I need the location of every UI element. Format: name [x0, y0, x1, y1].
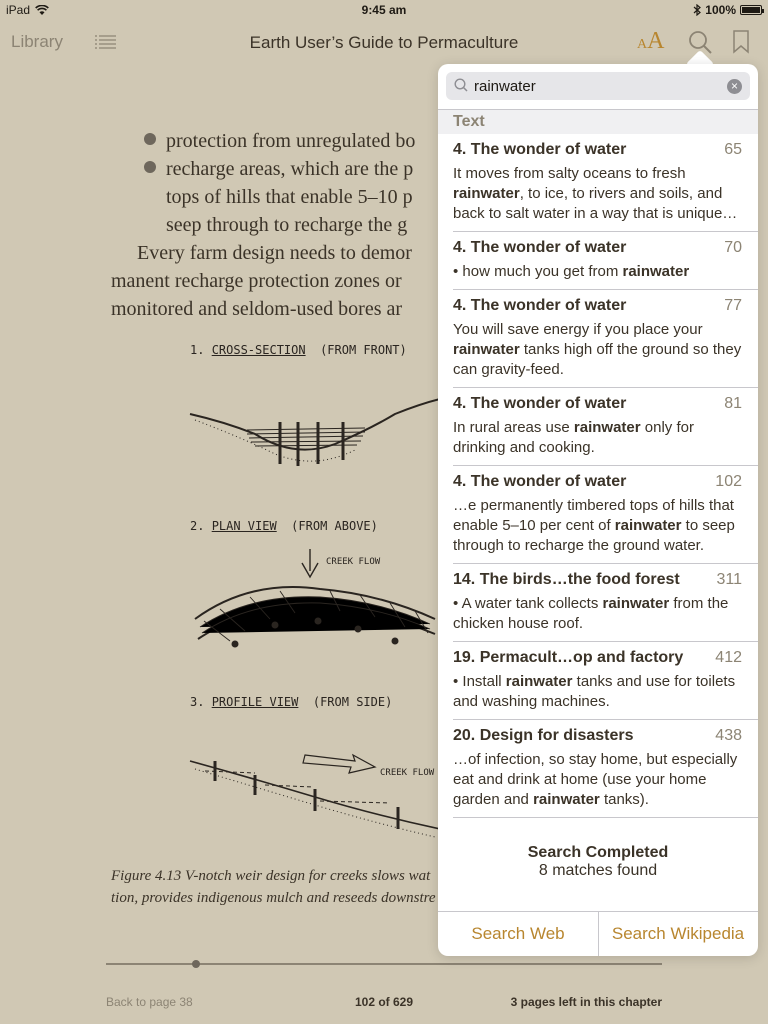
paragraph-line: monitored and seldom-used bores ar	[111, 298, 403, 320]
search-result-row[interactable]	[438, 564, 758, 642]
result-match-highlight: rainwater	[602, 595, 670, 612]
search-web-button[interactable]: Search Web	[438, 912, 599, 956]
magnifier-icon	[454, 78, 468, 97]
result-snippet-text: tanks high off the ground so they can gravity-feed.	[453, 341, 742, 378]
result-page-number: 70	[724, 239, 742, 256]
battery-percent: 100%	[705, 3, 736, 17]
bullet-dot	[144, 161, 156, 173]
device-label: iPad	[6, 3, 31, 17]
result-match-highlight: rainwater	[453, 185, 520, 202]
search-wikipedia-button[interactable]: Search Wikipedia	[611, 924, 745, 943]
creek-flow-label: CREEK FLOW	[380, 768, 435, 778]
label-sub: (FROM FRONT)	[320, 343, 407, 357]
creek-flow-label: CREEK FLOW	[326, 557, 381, 567]
figure-label-plan-view	[190, 519, 378, 533]
summary-title: Search Completed	[527, 844, 669, 861]
result-snippet	[453, 750, 748, 810]
font-big-glyph: A	[647, 28, 665, 54]
profile-view-drawing	[185, 749, 440, 839]
result-chapter-title: 4. The wonder of water	[453, 395, 627, 412]
bookmark-icon[interactable]	[733, 30, 749, 59]
result-snippet	[453, 320, 748, 380]
search-result-row[interactable]	[438, 388, 758, 466]
caption-line: tion, provides indigenous mulch and reseeds downstre	[111, 890, 436, 906]
result-match-highlight: rainwater	[453, 341, 520, 358]
result-snippet-text: • Install	[453, 673, 506, 690]
result-snippet	[453, 672, 748, 712]
result-page-number: 77	[724, 297, 742, 314]
paragraph-line: Every farm design needs to demor	[137, 242, 412, 264]
summary-count: 8 matches found	[538, 862, 658, 879]
label-title: PROFILE VIEW	[211, 695, 299, 709]
result-match-highlight: rainwater	[573, 419, 641, 436]
search-popover	[438, 64, 758, 956]
result-snippet-text: tanks and use for toilets and washing machines.	[453, 673, 736, 710]
result-snippet-text: • A water tank collects	[453, 595, 603, 612]
toolbar	[0, 20, 768, 64]
results-section-header	[438, 109, 758, 134]
result-match-highlight: rainwater	[505, 673, 573, 690]
result-match-highlight: rainwater	[622, 263, 690, 280]
result-chapter-title: 4. The wonder of water	[453, 239, 627, 256]
bullet-dot	[144, 133, 156, 145]
result-snippet	[453, 164, 748, 224]
result-snippet-text: from the chicken house roof.	[453, 595, 729, 632]
figure-label-cross-section	[190, 343, 407, 357]
search-result-row[interactable]	[438, 134, 758, 232]
result-chapter-title: 20. Design for disasters	[453, 727, 634, 744]
search-result-row[interactable]	[438, 232, 758, 290]
status-bar	[0, 0, 768, 20]
page-scrubber[interactable]	[106, 963, 662, 965]
result-snippet-text: to seep through to recharge the ground water.	[453, 517, 735, 554]
result-snippet-text: It moves from salty oceans to fresh	[453, 165, 686, 182]
label-sub: (FROM ABOVE)	[291, 519, 378, 533]
paragraph-line: manent recharge protection zones or	[111, 270, 402, 292]
result-snippet	[453, 262, 748, 282]
result-snippet-text: • how much you get from	[453, 263, 623, 280]
search-result-row[interactable]	[438, 466, 758, 564]
result-snippet-text: …of infection, so stay home, but especially eat and drink at home (use your home garden and	[453, 751, 738, 808]
result-page-number: 412	[715, 649, 742, 666]
search-result-row[interactable]	[438, 720, 758, 818]
search-footer	[438, 911, 758, 956]
bullet-text: seep through to recharge the g	[166, 214, 408, 236]
label-title: PLAN VIEW	[211, 519, 277, 533]
clock: 9:45 am	[361, 3, 407, 17]
label-title: CROSS-SECTION	[211, 343, 306, 357]
font-size-button[interactable]	[637, 28, 664, 55]
search-input[interactable]	[474, 76, 724, 96]
result-page-number: 65	[724, 141, 742, 158]
search-result-row[interactable]	[438, 290, 758, 388]
bluetooth-icon	[693, 4, 701, 16]
result-snippet-text: only for drinking and cooking.	[453, 419, 694, 456]
result-snippet-text: , to ice, to rivers and soils, and back to salt water in a way that is unique…	[453, 185, 738, 222]
result-snippet	[453, 496, 748, 556]
result-page-number: 438	[715, 727, 742, 744]
result-snippet-text: …e permanently timbered tops of hills that enable 5–10 per cent of	[453, 497, 734, 534]
bullet-text: recharge areas, which are the p	[166, 158, 414, 180]
library-button[interactable]: Library	[11, 32, 63, 51]
back-to-page-link[interactable]: Back to page 38	[106, 995, 193, 1009]
result-page-number: 102	[715, 473, 742, 490]
font-small-glyph: A	[637, 37, 648, 52]
result-snippet	[453, 594, 748, 634]
clear-search-icon[interactable]: ×	[727, 79, 742, 94]
section-title: Text	[453, 113, 485, 130]
page-scrubber-knob[interactable]	[192, 960, 200, 968]
label-num: 3.	[190, 695, 205, 709]
result-snippet-text: tanks).	[599, 791, 649, 808]
result-snippet-text: You will save energy if you place your	[453, 321, 703, 338]
result-match-highlight: rainwater	[614, 517, 682, 534]
plan-view-drawing	[190, 549, 440, 659]
bullet-text: protection from unregulated bo	[166, 130, 416, 152]
figure-caption	[111, 865, 436, 909]
battery-icon	[740, 5, 762, 15]
label-sub: (FROM SIDE)	[312, 695, 393, 709]
cross-section-drawing	[185, 384, 440, 474]
search-field	[446, 72, 750, 100]
bullet-text: tops of hills that enable 5–10 p	[166, 186, 413, 208]
result-chapter-title: 4. The wonder of water	[453, 473, 627, 490]
result-chapter-title: 19. Permacult…op and factory	[453, 649, 684, 666]
figure-label-profile-view	[190, 695, 392, 709]
book-title: Earth User’s Guide to Permaculture	[249, 33, 519, 52]
search-summary	[438, 844, 758, 880]
label-num: 1.	[190, 343, 205, 357]
search-result-row[interactable]	[438, 642, 758, 720]
caption-line: Figure 4.13 V-notch weir design for creeks slows wat	[111, 868, 431, 884]
result-snippet	[453, 418, 748, 458]
pages-left-in-chapter: 3 pages left in this chapter	[510, 995, 662, 1009]
label-num: 2.	[190, 519, 205, 533]
result-chapter-title: 4. The wonder of water	[453, 141, 627, 158]
result-chapter-title: 14. The birds…the food forest	[453, 571, 680, 588]
result-match-highlight: rainwater	[533, 791, 600, 808]
result-chapter-title: 4. The wonder of water	[453, 297, 627, 314]
page-number: 102 of 629	[354, 995, 414, 1009]
result-page-number: 311	[716, 571, 742, 588]
result-page-number: 81	[724, 395, 742, 412]
result-snippet-text: In rural areas use	[453, 419, 574, 436]
